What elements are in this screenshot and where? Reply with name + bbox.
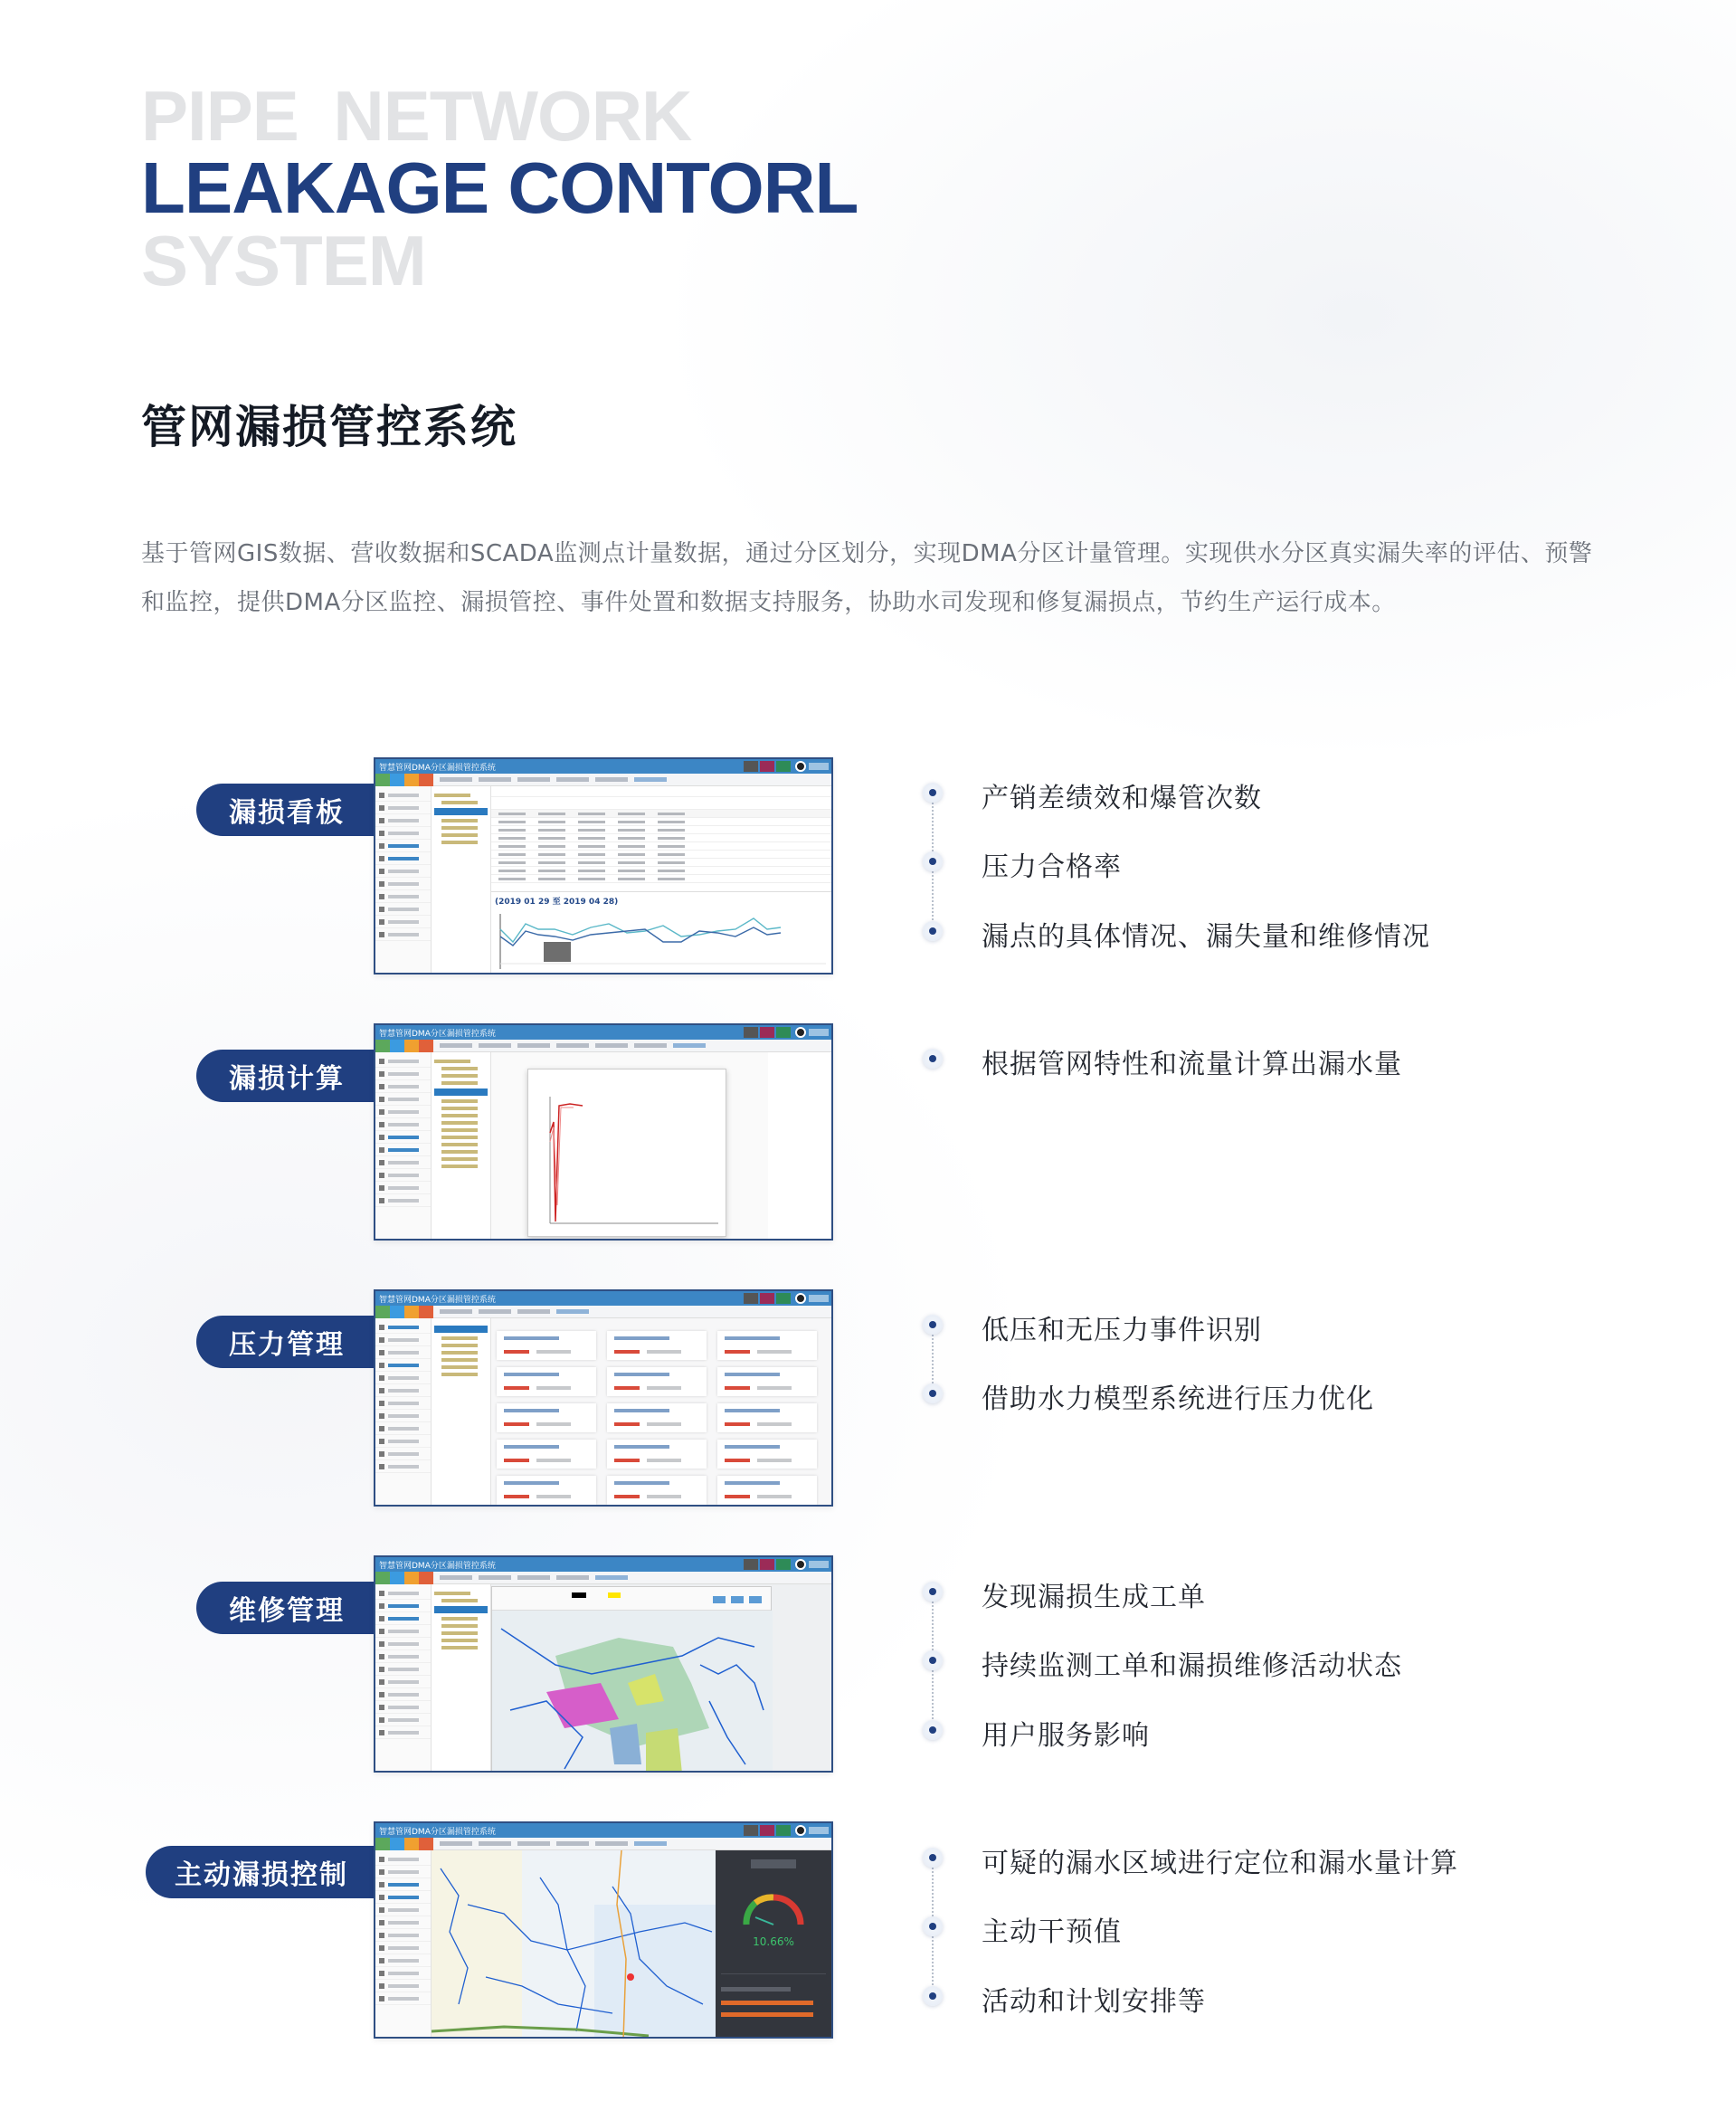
app-sidebar [375,1584,432,1771]
feature-item: 借助水力模型系统进行压力优化 [982,1383,1374,1415]
bullet-icon [923,1049,943,1069]
bullet-icon [923,1986,943,2006]
bullet-icon [923,921,943,941]
message-icon [744,761,758,772]
pressure-card [717,1367,817,1396]
nav-tab [440,777,472,782]
screenshot-pressure-management [374,1289,833,1507]
app-header [375,1557,831,1572]
pressure-card [497,1331,596,1360]
feature-item: 发现漏损生成工单 [982,1582,1206,1613]
avatar [795,1559,806,1570]
user-name [809,1029,829,1036]
quick-button-blue [390,774,404,786]
feature-item: 压力合格率 [982,851,1122,883]
feature-item: 产销差绩效和爆管次数 [982,783,1262,814]
app-header [375,1025,831,1040]
feature-item: 可疑的漏水区域进行定位和漏水量计算 [982,1848,1458,1879]
pressure-card [497,1367,596,1396]
section-label-pill: 维修管理 [196,1582,377,1634]
avatar [795,1027,806,1038]
app-main [491,1584,831,1771]
app-sidebar [375,1318,432,1505]
section-pressure-management [0,1289,1736,1525]
quick-button-green [375,774,390,786]
pressure-card [497,1476,596,1505]
pipe-network-map [432,1850,717,2039]
feature-item: 活动和计划安排等 [982,1986,1206,2018]
nav-tab-active [634,777,667,782]
hero-heading [141,76,859,300]
pressure-card [607,1440,707,1469]
app-title: 智慧管网DMA分区漏损管控系统 [379,1827,496,1837]
nav-tab [556,777,589,782]
flow-chart-dialog [527,1069,726,1237]
pressure-card [717,1440,817,1469]
tab-bar [375,1838,831,1850]
bullet-icon [923,1848,943,1868]
bell-icon [760,761,774,772]
quick-button-red [419,774,433,786]
app-title: 智慧管网DMA分区漏损管控系统 [379,1561,496,1571]
pressure-card [607,1403,707,1432]
tab-bar [375,774,831,786]
bullet-icon [923,851,943,871]
pressure-card [717,1403,817,1432]
nav-tab [479,777,511,782]
leakage-rate-gauge [716,1868,831,1935]
chart-title: (2019 01 29 至 2019 04 28) [495,898,619,907]
app-tree [432,786,491,973]
screenshot-active-leakage-control [374,1821,833,2039]
avatar [795,761,806,772]
feature-item: 主动干预值 [982,1916,1122,1948]
pressure-card [717,1476,817,1505]
user-name [809,763,829,770]
app-sidebar [375,1850,432,2037]
bullet-icon [923,783,943,803]
bullet-icon [923,1720,943,1740]
avatar [795,1825,806,1836]
bell-icon [760,1027,774,1038]
gauge-value: 10.66% [753,1935,794,1948]
bullet-icon [923,1582,943,1602]
pressure-card [497,1403,596,1432]
section-leakage-calculation [0,1023,1736,1259]
section-label-pill: 漏损计算 [196,1050,377,1102]
mail-icon [776,1027,791,1038]
leakage-gauge-panel [716,1850,831,2039]
pressure-card [497,1440,596,1469]
avatar [795,1293,806,1304]
pressure-card [607,1331,707,1360]
app-header [375,1823,831,1838]
section-active-leakage-control [0,1821,1736,2057]
hero-line-3: SYSTEM [141,221,426,300]
nav-tab [517,777,550,782]
dma-map-dialog [491,1586,772,1771]
pressure-card [607,1476,707,1505]
screenshot-leakage-dashboard [374,757,833,974]
hero-line-2: LEAKAGE CONTORL [141,147,859,228]
app-header [375,759,831,774]
app-title: 智慧管网DMA分区漏损管控系统 [379,1029,496,1039]
message-icon [744,1027,758,1038]
feature-item: 漏点的具体情况、漏失量和维修情况 [982,921,1430,953]
pressure-card [607,1367,707,1396]
section-label-pill: 主动漏损控制 [146,1846,377,1898]
section-label-pill: 压力管理 [196,1316,377,1368]
app-main [491,786,831,973]
app-tree [432,1318,491,1505]
leakage-flow-chart [528,1070,726,1236]
app-header [375,1291,831,1306]
app-tree [432,1584,491,1771]
quick-button-orange [404,774,419,786]
feature-item: 持续监测工单和漏损维修活动状态 [982,1650,1402,1682]
mail-icon [776,761,791,772]
app-main [432,1850,831,2037]
hero-line-1: PIPE NETWORK [141,76,692,156]
app-sidebar [375,786,432,973]
pressure-card [717,1331,817,1360]
tab-bar [375,1040,831,1052]
pressure-cards-grid [491,1318,831,1505]
feature-item: 低压和无压力事件识别 [982,1315,1262,1346]
trend-line-chart [491,909,826,973]
app-title: 智慧管网DMA分区漏损管控系统 [379,1295,496,1305]
bullet-icon [923,1916,943,1936]
screenshot-leakage-calculation [374,1023,833,1241]
feature-item: 根据管网特性和流量计算出漏水量 [982,1049,1402,1080]
app-sidebar [375,1052,432,1239]
section-label-pill: 漏损看板 [196,784,377,836]
tab-bar [375,1572,831,1584]
nav-tab [595,777,628,782]
intro-paragraph: 基于管网GIS数据、营收数据和SCADA监测点计量数据，通过分区划分，实现DMA分区计量管理。实现供水分区真实漏失率的评估、预警和监控，提供DMA分区监控、漏损管控、事件处置和数据支持服务，协助水司发现和修复漏损点，节约生产运行成本。 [141,540,1593,616]
screenshot-repair-management [374,1555,833,1773]
app-tree [432,1052,491,1239]
bullet-icon [923,1650,943,1670]
section-leakage-dashboard [0,757,1736,993]
dma-zone-map [492,1611,773,1773]
section-repair-management [0,1555,1736,1791]
bullet-icon [923,1315,943,1335]
page-title: 管网漏损管控系统 [141,401,517,453]
app-main [491,1052,831,1239]
app-title: 智慧管网DMA分区漏损管控系统 [379,763,496,773]
tab-bar [375,1306,831,1318]
feature-item: 用户服务影响 [982,1720,1150,1752]
bullet-icon [923,1383,943,1403]
